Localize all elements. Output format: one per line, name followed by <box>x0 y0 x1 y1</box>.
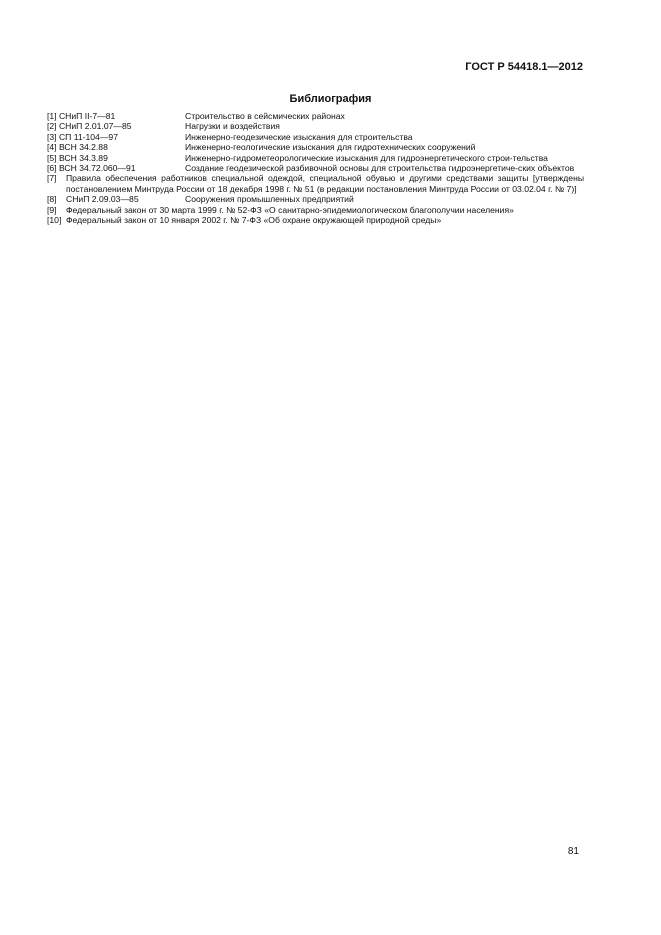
entry-reference: [6] ВСН 34.72.060—91 <box>47 163 136 174</box>
entry-description: Создание геодезической разбивочной основы для строительства гидроэнергетиче-ских объектов <box>185 163 575 174</box>
bibliography-entry-9 <box>47 205 584 215</box>
entry-description: Инженерно-гидрометеорологические изыскания для гидроэнергетического строи-тельства <box>185 152 548 163</box>
entry-description: Строительство в сейсмических районах <box>185 111 345 121</box>
entry-reference: СНиП 2.09.03—85 <box>66 194 139 205</box>
entry-reference: [2] СНиП 2.01.07—85 <box>47 121 132 132</box>
entry-description: Инженерно-геологические изыскания для гидротехнических сооружений <box>185 142 476 153</box>
entry-reference: [4] ВСН 34.2.88 <box>47 142 108 153</box>
bibliography-entry-6 <box>47 163 584 173</box>
entry-reference: [1] СНиП II-7—81 <box>47 111 116 121</box>
entry-reference: [3] СП 11-104—97 <box>47 131 118 142</box>
entry-number: [8] <box>47 194 57 205</box>
entry-description: Федеральный закон от 30 марта 1999 г. № 52-ФЗ «О санитарно-эпидемиологическом благополучии населения» <box>66 204 514 215</box>
entry-reference: [5] ВСН 34.3.89 <box>47 152 108 163</box>
bibliography-entry-3 <box>47 132 584 142</box>
entry-number: [10] <box>47 215 62 226</box>
entry-description: Инженерно-геодезические изыскания для строительства <box>185 131 413 142</box>
entry-description: Нагрузки и воздействия <box>185 121 280 132</box>
entry-description: Федеральный закон от 10 января 2002 г. № 7-ФЗ «Об охране окружающей природной среды» <box>66 215 442 226</box>
bibliography-entry-2 <box>47 121 584 131</box>
bibliography-entry-1 <box>47 111 584 121</box>
bibliography-entry-7 <box>47 173 584 194</box>
bibliography-entry-4 <box>47 142 584 152</box>
document-code: ГОСТ Р 54418.1—2012 <box>465 61 583 73</box>
bibliography-list <box>47 111 584 225</box>
bibliography-title: Библиография <box>289 93 372 105</box>
entry-number: [9] <box>47 204 57 215</box>
bibliography-entry-10 <box>47 215 584 225</box>
bibliography-entry-5 <box>47 153 584 163</box>
bibliography-entry-8 <box>47 194 584 204</box>
entry-description: Правила обеспечения работников специальной одеждой, специальной обувью и другими средствами защиты [утверждены постановлением Минтруда России от 18 декабря 1998 г. № 51 (в редакции постановления Минтруда России от 03.02.04 г. № 7)] <box>66 173 584 194</box>
page-number: 81 <box>567 846 579 857</box>
entry-description: Сооружения промышленных предприятий <box>185 194 354 205</box>
entry-number: [7] <box>47 173 57 184</box>
